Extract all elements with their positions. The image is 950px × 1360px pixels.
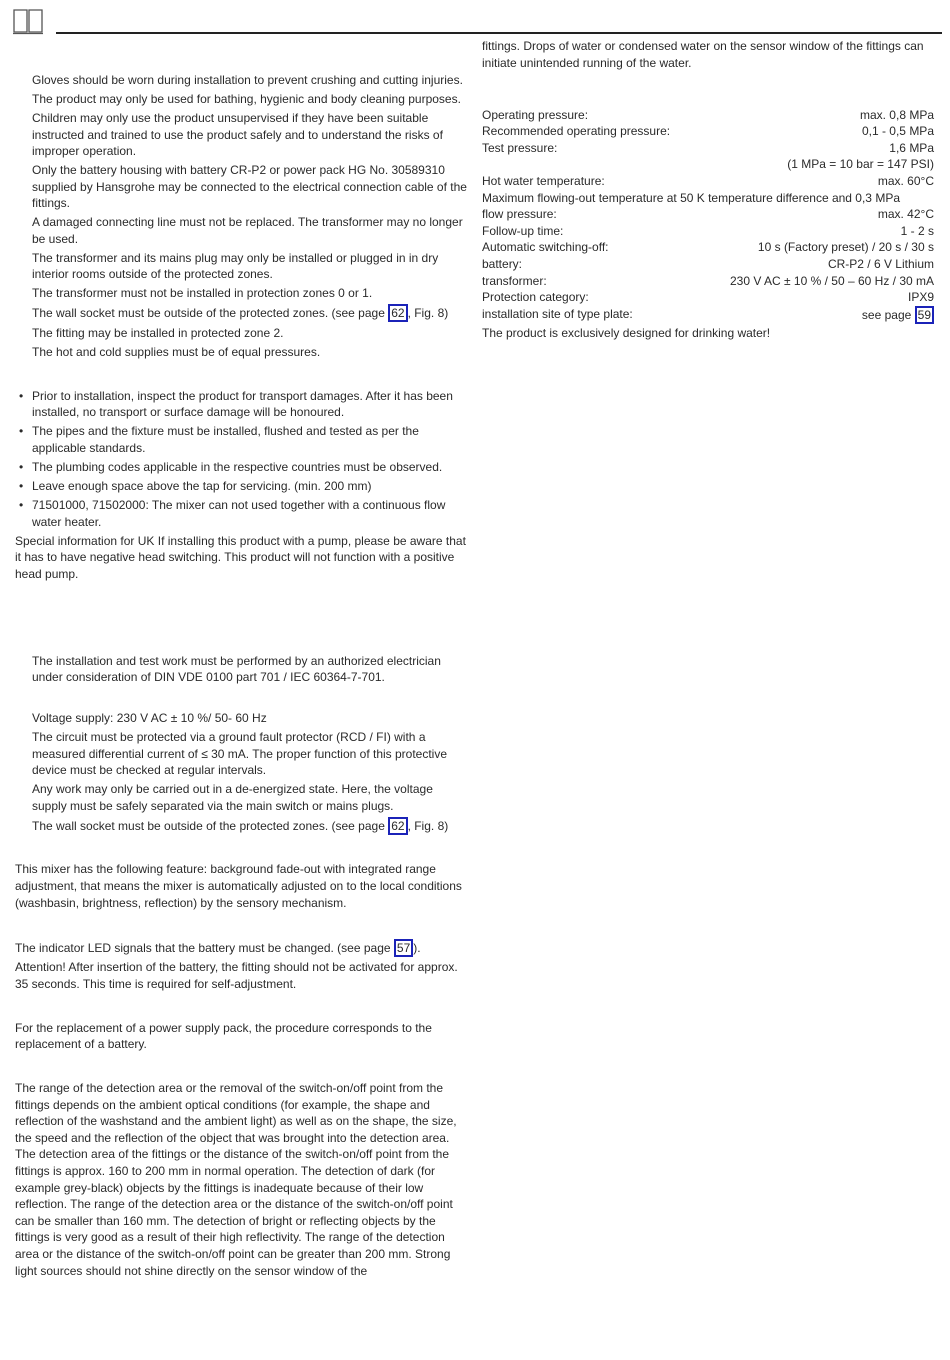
installation-notes <box>15 388 467 530</box>
book-icon <box>12 7 44 35</box>
safety-note: Gloves should be worn during installation to prevent crushing and cutting injuries. <box>32 73 463 87</box>
safety-note: The fitting may be installed in protected zone 2. <box>32 325 284 340</box>
detection-area-text-continued: fittings. Drops of water or condensed water on the sensor window of the fittings can initiate unintended running of the water. <box>482 39 924 70</box>
detection-area-text: The range of the detection area or the removal of the switch-on/off point from the fittings depends on the ambient optical conditions (for example, the shape and reflection of the washstand and the ambient light) as well as on the shape, the size, the speed and the reflection of the object that was brought into the detection area. The detection area of the fittings or the distance of the switch-on/off point from the fittings is approx. 160 to 200 mm in normal operation. The detection of dark (for example grey-black) objects by the fittings is inadequate because of their low reflection. The range of the detection area or the distance of the switch-on/off point can be smaller than 160 mm. The detection of bright or reflecting objects by the fittings is very good as a result of their high reflectivity. The range of the detection area or the distance of the switch-on/off point can be greater than 200 mm. Strong light sources should not shine directly on the sensor window of the <box>15 1081 457 1278</box>
spec-label: installation site of type plate: <box>482 306 633 321</box>
header-rule <box>56 32 942 34</box>
spec-recommended-pressure <box>482 123 934 140</box>
electrical-note-wall-socket <box>15 817 467 835</box>
technical-data <box>482 107 934 324</box>
spec-auto-off <box>482 239 934 256</box>
safety-note: The transformer and its mains plug may only be installed or plugged in in dry interior rooms outside of the protected zones. <box>32 250 439 282</box>
electrical-note: The circuit must be protected via a ground fault protector (RCD / FI) with a measured differential current of ≤ 30 mA. The proper function of this protective device must be checked at regular intervals. <box>32 730 448 778</box>
spec-value <box>862 306 934 324</box>
spec-value: CR-P2 / 6 V Lithium <box>827 256 934 271</box>
spec-label: battery: <box>482 256 523 271</box>
spec-label: Automatic switching-off: <box>482 240 609 255</box>
spec-label: Test pressure: <box>482 140 558 155</box>
spec-value: max. 0,8 MPa <box>859 107 934 122</box>
spec-hot-water <box>482 173 934 190</box>
spec-value: 1 - 2 s <box>900 223 934 238</box>
spec-value: IPX9 <box>907 290 934 305</box>
spec-type-plate <box>482 306 934 324</box>
drinking-water-note: The product is exclusively designed for drinking water! <box>482 325 771 340</box>
voltage-supply: Voltage supply: 230 V AC ± 10 %/ 50- 60 Hz <box>32 711 267 726</box>
text: see page <box>861 307 915 322</box>
spec-value: 230 V AC ± 10 % / 50 – 60 Hz / 30 mA <box>729 273 934 288</box>
page-link-59[interactable]: 59 <box>915 306 934 324</box>
list-item: • The pipes and the fixture must be installed, flushed and tested as per the applicable standards. <box>15 423 467 456</box>
spec-value: 10 s (Factory preset) / 20 s / 30 s <box>757 240 934 255</box>
list-item: • The plumbing codes applicable in the respective countries must be observed. <box>15 459 467 476</box>
battery-attention: Attention! After insertion of the battery, the fitting should not be activated for approx. 35 seconds. This time is required for self-adjustment. <box>15 959 458 991</box>
electrician-note: The installation and test work must be performed by an authorized electrician under consideration of DIN VDE 0100 part 701 / IEC 60364-7-701. <box>32 653 441 685</box>
text: The indicator LED signals that the battery must be changed. (see page <box>15 940 394 955</box>
spec-value: max. 60°C <box>877 173 934 188</box>
spec-label: flow pressure: <box>482 207 557 222</box>
left-column <box>15 72 467 1282</box>
text: , Fig. 8) <box>407 819 449 833</box>
spec-label: Hot water temperature: <box>482 173 605 188</box>
text: The wall socket must be outside of the protected zones. (see page <box>32 306 389 321</box>
text: ). <box>413 940 421 955</box>
spec-label: Recommended operating pressure: <box>482 124 671 139</box>
spec-test-pressure <box>482 140 934 157</box>
spec-value: 1,6 MPa <box>889 140 934 155</box>
spec-transformer <box>482 273 934 290</box>
uk-note: Special information for UK If installing this product with a pump, please be aware that it has to have negative head switching. This product will not function with a positive head pump. <box>15 533 466 581</box>
power-pack-note: For the replacement of a power supply pack, the procedure corresponds to the replacement of a battery. <box>15 1020 432 1052</box>
spec-label: Operating pressure: <box>482 107 589 122</box>
safety-note: A damaged connecting line must not be replaced. The transformer may no longer be used. <box>32 215 463 246</box>
spec-label: Follow-up time: <box>482 223 564 238</box>
list-item: • Leave enough space above the tap for servicing. (min. 200 mm) <box>15 478 467 495</box>
spec-value: 0,1 - 0,5 MPa <box>861 124 934 139</box>
page-link-62[interactable]: 62 <box>388 817 407 835</box>
feature-description: This mixer has the following feature: background fade-out with integrated range adjustment, that means the mixer is automatically adjusted on to the local conditions (washbasin, brightness, reflection) by the sensory mechanism. <box>15 862 462 910</box>
safety-note: The hot and cold supplies must be of equal pressures. <box>32 344 321 359</box>
spec-max-flow-temp-label: Maximum flowing-out temperature at 50 K temperature difference and 0,3 MPa <box>482 190 900 205</box>
safety-note: Children may only use the product unsupervised if they have been suitable instructed and trained to use the product safely and to understand the risks of improper operation. <box>32 110 443 159</box>
spec-flow-pressure <box>482 206 934 223</box>
list-item: • 71501000, 71502000: The mixer can not used together with a continuous flow water heater. <box>15 497 467 530</box>
spec-label: Protection category: <box>482 290 589 305</box>
spec-pressure-note: (1 MPa = 10 bar = 147 PSI) <box>787 157 934 172</box>
text: The wall socket must be outside of the protected zones. (see page <box>32 819 389 833</box>
spec-follow-up <box>482 223 934 240</box>
spec-value: max. 42°C <box>877 207 934 222</box>
spec-label: transformer: <box>482 273 547 288</box>
electrical-note: Any work may only be carried out in a de-energized state. Here, the voltage supply must be safely separated via the main switch or mains plugs. <box>32 782 433 814</box>
electrical-notes <box>15 710 467 835</box>
safety-note: Only the battery housing with battery CR-P2 or power pack HG No. 30589310 supplied by Hansgrohe may be connected to the electrical connection cable of the fittings. <box>32 163 467 211</box>
spec-operating-pressure <box>482 107 934 124</box>
spec-protection <box>482 289 934 306</box>
text: , Fig. 8) <box>407 306 449 321</box>
spec-battery <box>482 256 934 273</box>
safety-note: The transformer must not be installed in protection zones 0 or 1. <box>32 286 373 301</box>
safety-notes <box>15 72 467 360</box>
right-column <box>482 38 934 344</box>
battery-led-note <box>15 939 467 957</box>
page-link-57[interactable]: 57 <box>394 939 413 957</box>
safety-note: The product may only be used for bathing, hygienic and body cleaning purposes. <box>32 91 461 106</box>
page-link-62[interactable]: 62 <box>388 304 407 322</box>
safety-note-wall-socket <box>15 304 467 322</box>
list-item: • Prior to installation, inspect the product for transport damages. After it has been installed, no transport or surface damage will be honoured. <box>15 388 467 421</box>
